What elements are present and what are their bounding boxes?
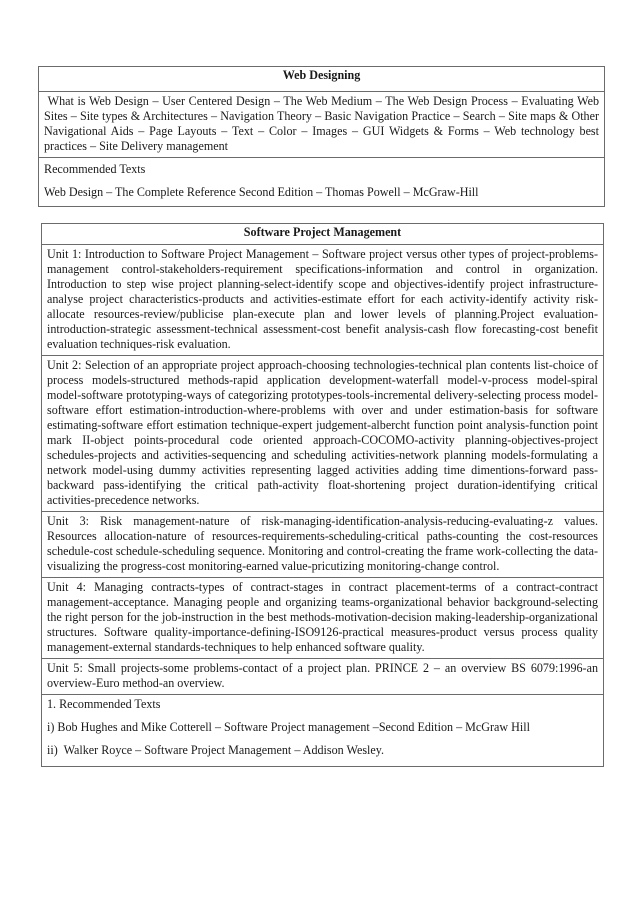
unit-2-content: Unit 2: Selection of an appropriate project approach-choosing technologies-technical plan contents list-choice of process models-structured methods-rapid application development-waterfall model-v-process model-spiral model-software prototyping-ways of categorizing prototypes-tools-incremental delivery-selecting process model-software effort estimation-introduction-where-problems with over and under estimation-basis for software estimating-software effort estimation technique-expert judgement-albercht function point analysis-function point mark II-object points-procedural code oriented approach-COCOMO-activity planning-objectives-project schedules-projects and activities-sequencing and scheduling activities-network planning models-formulating a network model-using dummy activities representing lagged activities adding time dimentions-forward pass-backward pass-identifying the critical path-activity float-shortening project duration-identifying critical activities-precedence networks. (47, 358, 598, 507)
unit-4-row (42, 578, 604, 659)
unit-1-content: Unit 1: Introduction to Software Project Management – Software project versus other types of project-problems-management control-stakeholders-requirement specifications-information and control in organization. Introduction to step wise project planning-select-identify scope and objectives-identify project infrastructure-analyse project characteristics-products and activities-estimate effort for each activity-identify activity risk-allocate resources-review/publicise plan-execute plan and lower levels of planning.Project evaluation-introduction-strategic assessment-technical assessment-cost benefit analysis-cash flow forecasting-cost benefit evaluation techniques-risk evaluation. (47, 247, 598, 351)
reference-item: i) Bob Hughes and Mike Cotterell – Software Project management –Second Edition – McGraw Hill (47, 720, 530, 734)
unit-5-row (42, 659, 604, 695)
software-project-management-table (41, 223, 604, 767)
unit-4-content: Unit 4: Managing contracts-types of contract-stages in contract placement-terms of a contract-contract management-acceptance. Managing people and organizing teams-organizational behavior background-selecting the right person for the job-instruction in the best methods-motivation-decision making-leadership-organizational structures. Software quality-importance-defining-ISO9126-practical measures-product versus process quality management-external standards-techniques to help enhanced software quality. (47, 580, 598, 654)
spm-title: Software Project Management (42, 224, 604, 245)
unit-1-row (42, 245, 604, 356)
web-designing-title: Web Designing (39, 67, 605, 92)
web-designing-table (38, 66, 605, 207)
recommended-texts-heading: Recommended Texts (44, 162, 146, 176)
reference-item: ii) Walker Royce – Software Project Management – Addison Wesley. (47, 743, 385, 757)
unit-3-content: Unit 3: Risk management-nature of risk-managing-identification-analysis-reducing-evaluating-z values. Resources allocation-nature of resources-requirements-scheduling-critical paths-counting the cost-resources schedule-cost schedule-scheduling sequence. Monitoring and control-creating the frame work-collecting the data-visualizing the progress-cost monitoring-earned value-pricutizing monitoring-change control. (47, 514, 598, 573)
reference-item: Web Design – The Complete Reference Second Edition – Thomas Powell – McGraw-Hill (44, 185, 479, 199)
web-designing-content: What is Web Design – User Centered Design – The Web Medium – The Web Design Process – Evaluating Web Sites – Site types & Architectures – Navigation Theory – Basic Navigation Practice – Search – Site maps & Other Navigational Aids – Page Layouts – Text – Color – Images – GUI Widgets & Forms – Web technology best practices – Site Delivery management (44, 94, 603, 153)
unit-5-content: Unit 5: Small projects-some problems-contact of a project plan. PRINCE 2 – an overview BS 6079:1996-an overview-Euro method-an overview. (47, 661, 598, 690)
recommended-texts-heading: 1. Recommended Texts (47, 697, 161, 711)
unit-3-row (42, 512, 604, 578)
spm-references (42, 695, 604, 767)
unit-2-row (42, 356, 604, 512)
web-designing-references (39, 158, 605, 207)
web-designing-syllabus (39, 92, 605, 158)
